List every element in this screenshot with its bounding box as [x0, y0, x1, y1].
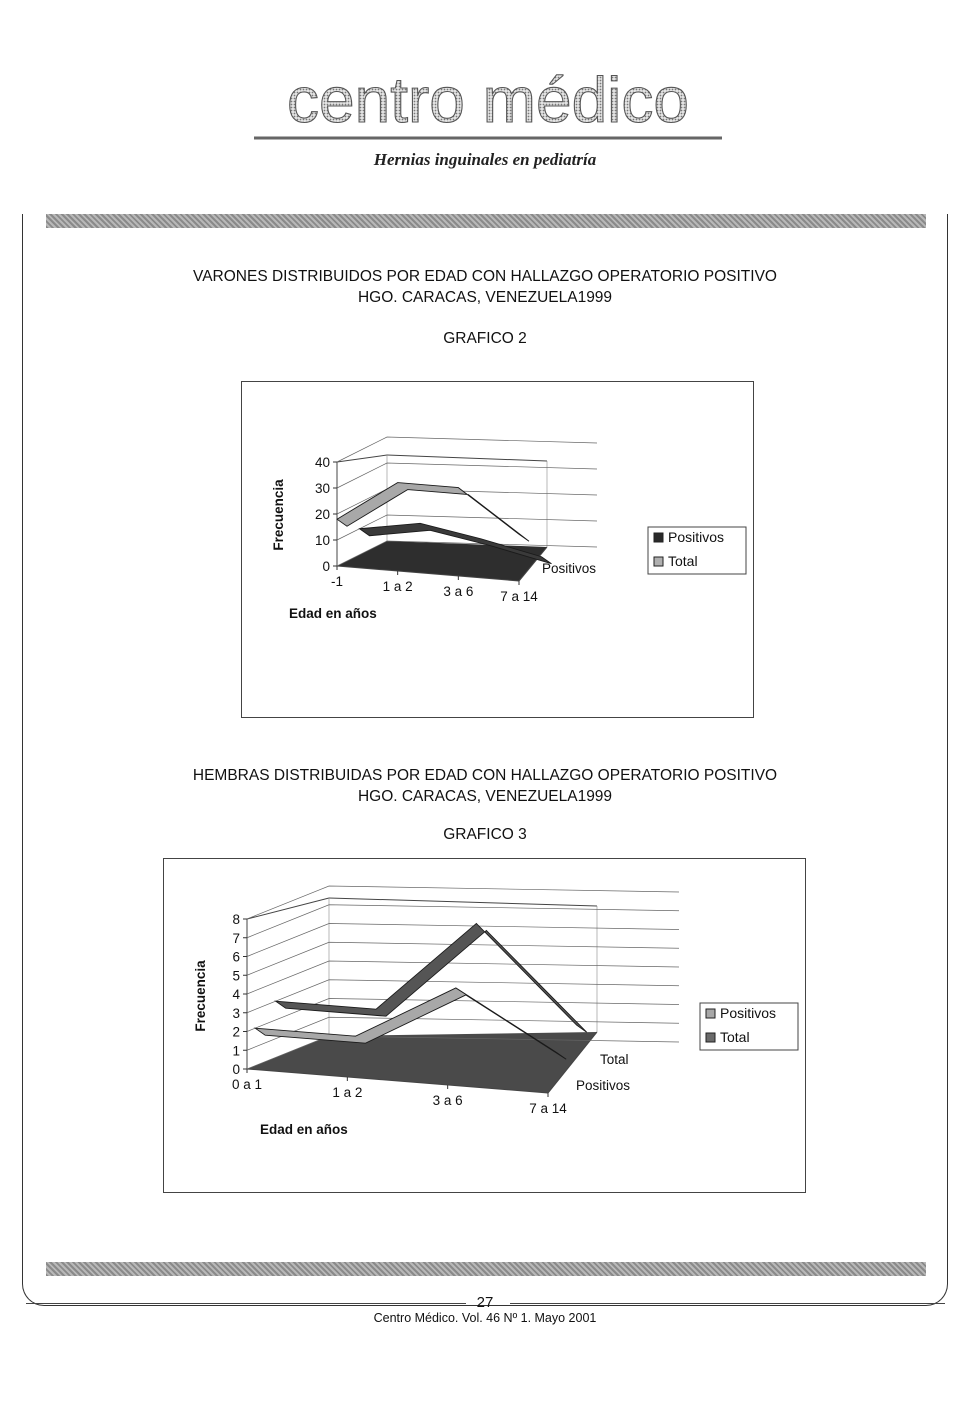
x-tick-label: 0 a 1: [231, 1077, 263, 1092]
y-tick-label: 8: [232, 912, 240, 927]
y-tick-label: 2: [232, 1024, 240, 1040]
chart-1-heading: [0, 266, 970, 308]
y-tick-label: 3: [232, 1005, 240, 1021]
bottom-hatched-band: [46, 1262, 926, 1276]
chart-2-label: GRAFICO 3: [443, 826, 527, 843]
y-tick-label: 0: [232, 1062, 240, 1077]
legend-label-total: Total: [668, 553, 698, 569]
legend-label-positivos: Positivos: [720, 1005, 777, 1021]
x-tick-label: 3 a 6: [432, 1093, 463, 1108]
y-tick-label: 7: [232, 930, 240, 946]
legend-label-total: Total: [720, 1029, 750, 1045]
chart-1-title-line2: HGO. CARACAS, VENEZUELA1999: [357, 289, 613, 306]
chart-2-y-axis-label: Frecuencia: [193, 960, 208, 1032]
journal-citation: Centro Médico. Vol. 46 Nº 1. Mayo 2001: [373, 1311, 597, 1325]
chart-2: [163, 858, 806, 1193]
chart-2-depth-label-total: Total: [600, 1052, 629, 1067]
y-tick-label: 10: [314, 533, 330, 548]
y-tick-label: 6: [232, 949, 240, 965]
chart-2-depth-label-positivos: Positivos: [576, 1078, 631, 1093]
chart-1-title-line1: VARONES DISTRIBUIDOS POR EDAD CON HALLAZGO OPERATORIO POSITIVO: [193, 268, 777, 285]
x-tick-label: -1: [330, 574, 344, 589]
chart-2-title-line2: HGO. CARACAS, VENEZUELA1999: [357, 788, 613, 805]
chart-2-legend: [700, 1003, 798, 1050]
x-tick-label: 1 a 2: [332, 1085, 363, 1100]
x-tick-label: 1 a 2: [382, 579, 413, 594]
chart-1-label: GRAFICO 2: [443, 330, 527, 347]
chart-1-depth-label: Positivos: [542, 561, 597, 576]
logo-text: centro médico: [287, 70, 689, 136]
y-tick-label: 0: [322, 559, 330, 574]
y-tick-label: 1: [232, 1043, 240, 1059]
chart-2-x-axis-label: Edad en años: [260, 1122, 348, 1137]
y-tick-label: 30: [314, 481, 330, 496]
top-hatched-band: [46, 214, 926, 228]
chart-2-title-line1: HEMBRAS DISTRIBUIDAS POR EDAD CON HALLAZGO OPERATORIO POSITIVO: [192, 767, 778, 784]
chart-1-x-axis-label: Edad en años: [289, 606, 377, 621]
journal-logo: [248, 70, 728, 150]
article-subtitle: Hernias inguinales en pediatría: [373, 150, 597, 169]
y-tick-label: 20: [314, 507, 330, 522]
y-tick-label: 40: [314, 455, 330, 470]
legend-swatch-positivos: [706, 1009, 715, 1018]
chart-1: [241, 381, 754, 718]
legend-swatch-total: [654, 557, 663, 566]
chart-1-y-axis-label: Frecuencia: [271, 479, 286, 551]
y-tick-label: 4: [232, 987, 240, 1002]
page-number: 27: [476, 1294, 494, 1311]
x-tick-label: 3 a 6: [443, 584, 474, 599]
x-tick-label: 7 a 14: [500, 589, 538, 604]
y-tick-label: 5: [232, 968, 240, 984]
legend-swatch-positivos: [654, 533, 663, 542]
chart-1-legend: [648, 527, 746, 574]
legend-label-positivos: Positivos: [668, 529, 725, 545]
x-tick-label: 7 a 14: [529, 1101, 567, 1116]
chart-2-heading: [0, 765, 970, 807]
legend-swatch-total: [706, 1033, 715, 1042]
